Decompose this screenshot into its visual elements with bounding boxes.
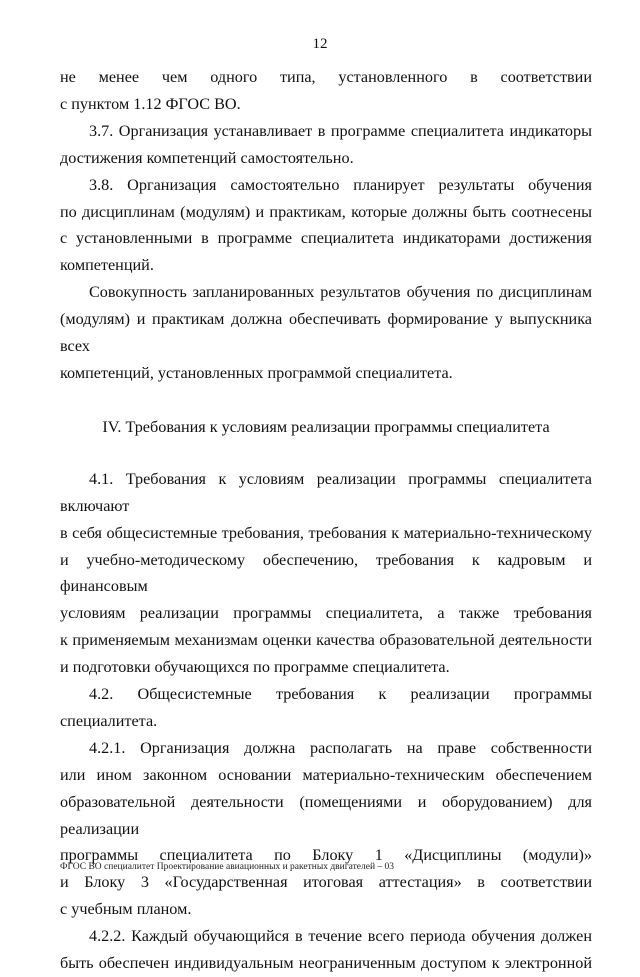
paragraph-3-8	[60, 172, 592, 280]
paragraph-4-2-2	[60, 923, 592, 977]
text-line: с пунктом 1.12 ФГОС ВО.	[60, 94, 241, 113]
text-line: 4.2.2. Каждый обучающийся в течение всего периода обучения должен	[89, 927, 592, 946]
text-line: достижения компетенций самостоятельно.	[60, 148, 354, 167]
paragraph-learning-outcomes	[60, 279, 592, 387]
spacer	[60, 387, 592, 414]
text-line: компетенций, установленных программой специалитета.	[60, 363, 453, 382]
section-heading: IV. Требования к условиям реализации программы специалитета	[102, 417, 550, 436]
text-line: быть обеспечен индивидуальным неограниченным доступом к электронной	[60, 954, 592, 973]
paragraph-4-2	[60, 681, 592, 735]
spacer	[60, 441, 592, 466]
paragraph-4-1	[60, 466, 592, 681]
text-line: 4.2.1. Организация должна располагать на праве собственности	[89, 738, 592, 757]
text-line: программы специалитета по Блоку 1 «Дисциплины (модули)»	[60, 846, 592, 865]
text-line: 3.8. Организация самостоятельно планирует результаты обучения	[89, 175, 592, 194]
text-line: (модулям) и практикам должна обеспечивать формирование у выпускника всех	[60, 310, 592, 356]
page-footer: ФГОС ВО специалитет Проектирование авиационных и ракетных двигателей – 03	[60, 862, 395, 872]
text-line: условиям реализации программы специалитета, а также требования	[60, 604, 592, 623]
text-line: образовательной деятельности (помещениями и оборудованием) для реализации	[60, 792, 592, 838]
text-line: 4.1. Требования к условиям реализации программы специалитета включают	[60, 469, 592, 515]
page-number: 12	[312, 36, 328, 52]
text-line: и Блоку 3 «Государственная итоговая аттестация» в соответствии	[60, 873, 592, 892]
text-line: и подготовки обучающихся по программе специалитета.	[60, 658, 450, 677]
text-line: с установленными в программе специалитета индикаторами достижения	[60, 229, 592, 248]
text-line: 4.2. Общесистемные требования к реализации программы специалитета.	[60, 685, 592, 730]
text-line: к применяемым механизмам оценки качества образовательной деятельности	[60, 631, 592, 650]
paragraph-continuation	[60, 64, 592, 118]
text-line: Совокупность запланированных результатов обучения по дисциплинам	[89, 283, 592, 302]
document-body	[60, 64, 592, 977]
paragraph-3-7	[60, 118, 592, 172]
text-line: компетенций.	[60, 256, 154, 275]
paragraph-4-2-1	[60, 735, 592, 923]
text-line: по дисциплинам (модулям) и практикам, которые должны быть соотнесены	[60, 202, 592, 221]
text-line: не менее чем одного типа, установленного в соответствии	[60, 68, 592, 86]
text-line: и учебно-методическому обеспечению, требования к кадровым и финансовым	[60, 550, 592, 596]
text-line: или ином законном основании материально-техническим обеспечением	[60, 765, 592, 784]
text-line: в себя общесистемные требования, требования к материально-техническому	[60, 523, 592, 542]
text-line: 3.7. Организация устанавливает в программе специалитета индикаторы	[89, 121, 592, 140]
text-line: с учебным планом.	[60, 900, 192, 919]
